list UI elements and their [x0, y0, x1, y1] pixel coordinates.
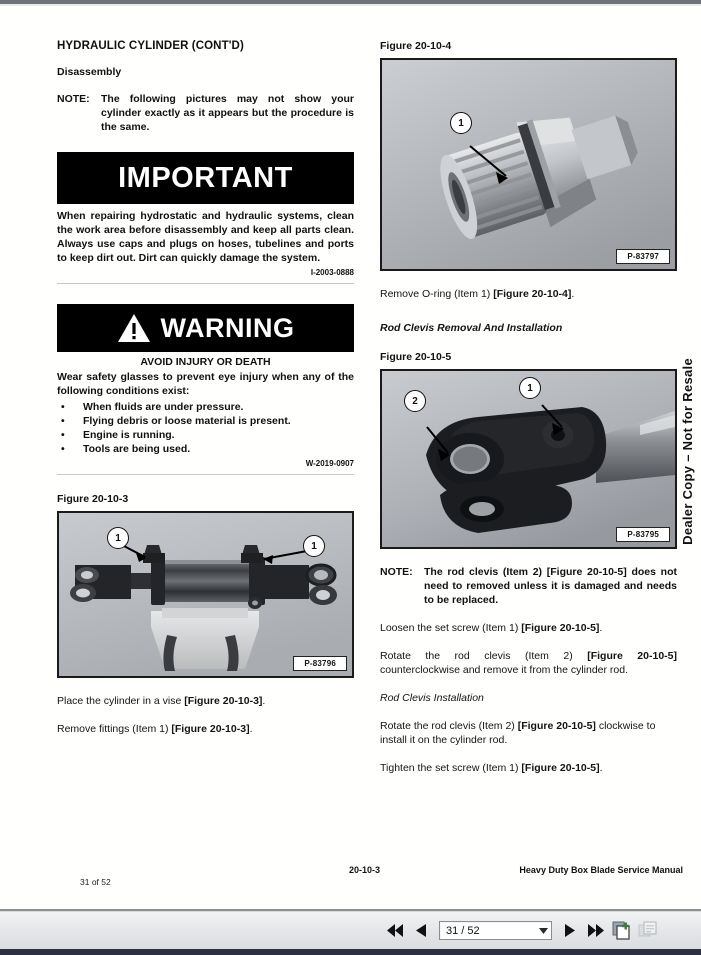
figure-20-10-5-label: Figure 20-10-5 — [380, 351, 452, 363]
window-bottom-bar — [0, 949, 701, 955]
note-text: The rod clevis (Item 2) [Figure 20-10-5] does not need to removed unless it is damaged and needs to be replaced. — [424, 566, 677, 606]
figure-reference: [Figure 20-10-4] — [493, 288, 572, 300]
paragraph-text-tail: clockwise to install it on the cylinder rod. — [380, 720, 656, 746]
note-disassembly — [57, 92, 354, 134]
note-rod-clevis — [380, 565, 677, 607]
warning-triangle-icon — [117, 313, 151, 343]
warning-banner-label: WARNING — [160, 312, 295, 343]
paragraph-text: Rotate the rod clevis (Item 2) — [380, 650, 588, 662]
figure-20-10-5-image[interactable] — [380, 369, 677, 549]
figure-reference: [Figure 20-10-3] — [171, 723, 250, 735]
figure-reference: [Figure 20-10-5] — [587, 650, 677, 662]
section-number: 20-10-3 — [349, 865, 381, 875]
paragraph-text: Remove fittings (Item 1) — [57, 723, 172, 735]
list-item — [57, 400, 354, 414]
warning-headline: AVOID INJURY OR DEATH — [140, 356, 271, 368]
list-item — [57, 414, 354, 428]
paragraph-tighten-set-screw: Tighten the set screw (Item 1) [Figure 20-10-5]. — [380, 762, 603, 774]
photo-code-badge: P-83797 — [616, 249, 670, 264]
note-text: The following pictures may not show your cylinder exactly as it appears but the procedure is the same. — [101, 93, 354, 133]
o-ring-fitting-photo — [382, 60, 675, 269]
pdf-page[interactable] — [0, 6, 701, 909]
manual-title: Heavy Duty Box Blade Service Manual — [519, 865, 683, 875]
warning-body: Wear safety glasses to prevent eye injury when any of the following conditions exist: — [57, 371, 354, 397]
first-page-icon[interactable] — [382, 918, 408, 944]
photo-code-badge: P-83795 — [616, 527, 670, 542]
next-page-icon[interactable] — [557, 918, 583, 944]
list-item — [57, 428, 354, 442]
right-column — [380, 40, 677, 775]
figure-reference: [Figure 20-10-5] — [521, 762, 600, 774]
paragraph-remove-oring: Remove O-ring (Item 1) [Figure 20-10-4]. — [380, 288, 575, 300]
paragraph-loosen-set-screw: Loosen the set screw (Item 1) [Figure 20-10-5]. — [380, 622, 603, 634]
figure-reference: [Figure 20-10-5] — [521, 622, 600, 634]
warning-code: W-2019-0907 — [305, 459, 354, 468]
copy-pages-icon[interactable] — [635, 918, 661, 944]
bullet-icon: • — [61, 443, 65, 455]
heading-rod-clevis-installation: Rod Clevis Installation — [380, 692, 484, 704]
list-item-label: Tools are being used. — [83, 443, 191, 455]
heading-rod-clevis-removal: Rod Clevis Removal And Installation — [380, 322, 563, 334]
paragraph-rotate-ccw — [380, 649, 677, 677]
pdf-viewer-toolbar — [0, 912, 701, 949]
important-body: When repairing hydrostatic and hydraulic systems, clean the work area before disassembly and keep all parts clean. Always use caps and plugs on hoses, tubelines and ports to keep dirt out. Dirt can quickly damage the system. — [57, 210, 354, 264]
callout-1b: 1 — [303, 535, 325, 557]
paragraph-text: Rotate the rod clevis (Item 2) — [380, 720, 518, 732]
note-label: NOTE: — [380, 566, 413, 578]
important-code: I-2003-0888 — [310, 268, 354, 277]
list-item — [57, 442, 354, 456]
figure-20-10-3-image[interactable] — [57, 511, 354, 678]
page-number-value[interactable]: 31 / 52 — [446, 924, 480, 937]
figure-20-10-4-label: Figure 20-10-4 — [380, 40, 452, 52]
list-item-label: Engine is running. — [83, 429, 175, 441]
left-column — [57, 40, 354, 736]
divider — [57, 283, 354, 284]
paragraph-place-cylinder: Place the cylinder in a vise [Figure 20-10-3]. — [57, 695, 266, 707]
page-title: HYDRAULIC CYLINDER (CONT'D) — [57, 40, 244, 52]
divider — [57, 474, 354, 475]
paragraph-rotate-cw — [380, 719, 677, 747]
callout-1: 1 — [450, 112, 472, 134]
figure-20-10-3-label: Figure 20-10-3 — [57, 493, 129, 505]
callout-2: 2 — [404, 390, 426, 412]
section-subtitle: Disassembly — [57, 66, 122, 78]
figure-reference: [Figure 20-10-3] — [184, 695, 263, 707]
dealer-copy-watermark: Dealer Copy – Not for Resale — [680, 358, 695, 545]
paragraph-text: Place the cylinder in a vise — [57, 695, 185, 707]
bullet-icon: • — [61, 415, 65, 427]
last-page-icon[interactable] — [583, 918, 609, 944]
page-footer — [0, 865, 701, 891]
paragraph-text: Loosen the set screw (Item 1) — [380, 622, 522, 634]
paragraph-text: Remove O-ring (Item 1) — [380, 288, 494, 300]
warning-bullet-list — [57, 400, 354, 456]
add-page-icon[interactable] — [609, 918, 635, 944]
list-item-label: Flying debris or loose material is present. — [83, 415, 291, 427]
important-banner-label: IMPORTANT — [118, 161, 293, 194]
callout-1: 1 — [107, 527, 129, 549]
bullet-icon: • — [61, 401, 65, 413]
page-number-input[interactable] — [439, 921, 552, 940]
figure-20-10-4-image[interactable] — [380, 58, 677, 271]
photo-code-badge: P-83796 — [293, 656, 347, 671]
chevron-down-icon[interactable] — [535, 928, 551, 934]
figure-reference: [Figure 20-10-5] — [517, 720, 596, 732]
previous-page-icon[interactable] — [408, 918, 434, 944]
note-label: NOTE: — [57, 93, 90, 105]
paragraph-remove-fittings: Remove fittings (Item 1) [Figure 20-10-3]. — [57, 723, 253, 735]
paragraph-text: Tighten the set screw (Item 1) — [380, 762, 522, 774]
paragraph-text-tail: counterclockwise and remove it from the cylinder rod. — [380, 664, 629, 676]
warning-banner — [57, 304, 354, 352]
important-banner — [57, 152, 354, 204]
bullet-icon: • — [61, 429, 65, 441]
list-item-label: When fluids are under pressure. — [83, 401, 244, 413]
page-counter: 31 of 52 — [80, 877, 111, 887]
callout-1: 1 — [519, 377, 541, 399]
